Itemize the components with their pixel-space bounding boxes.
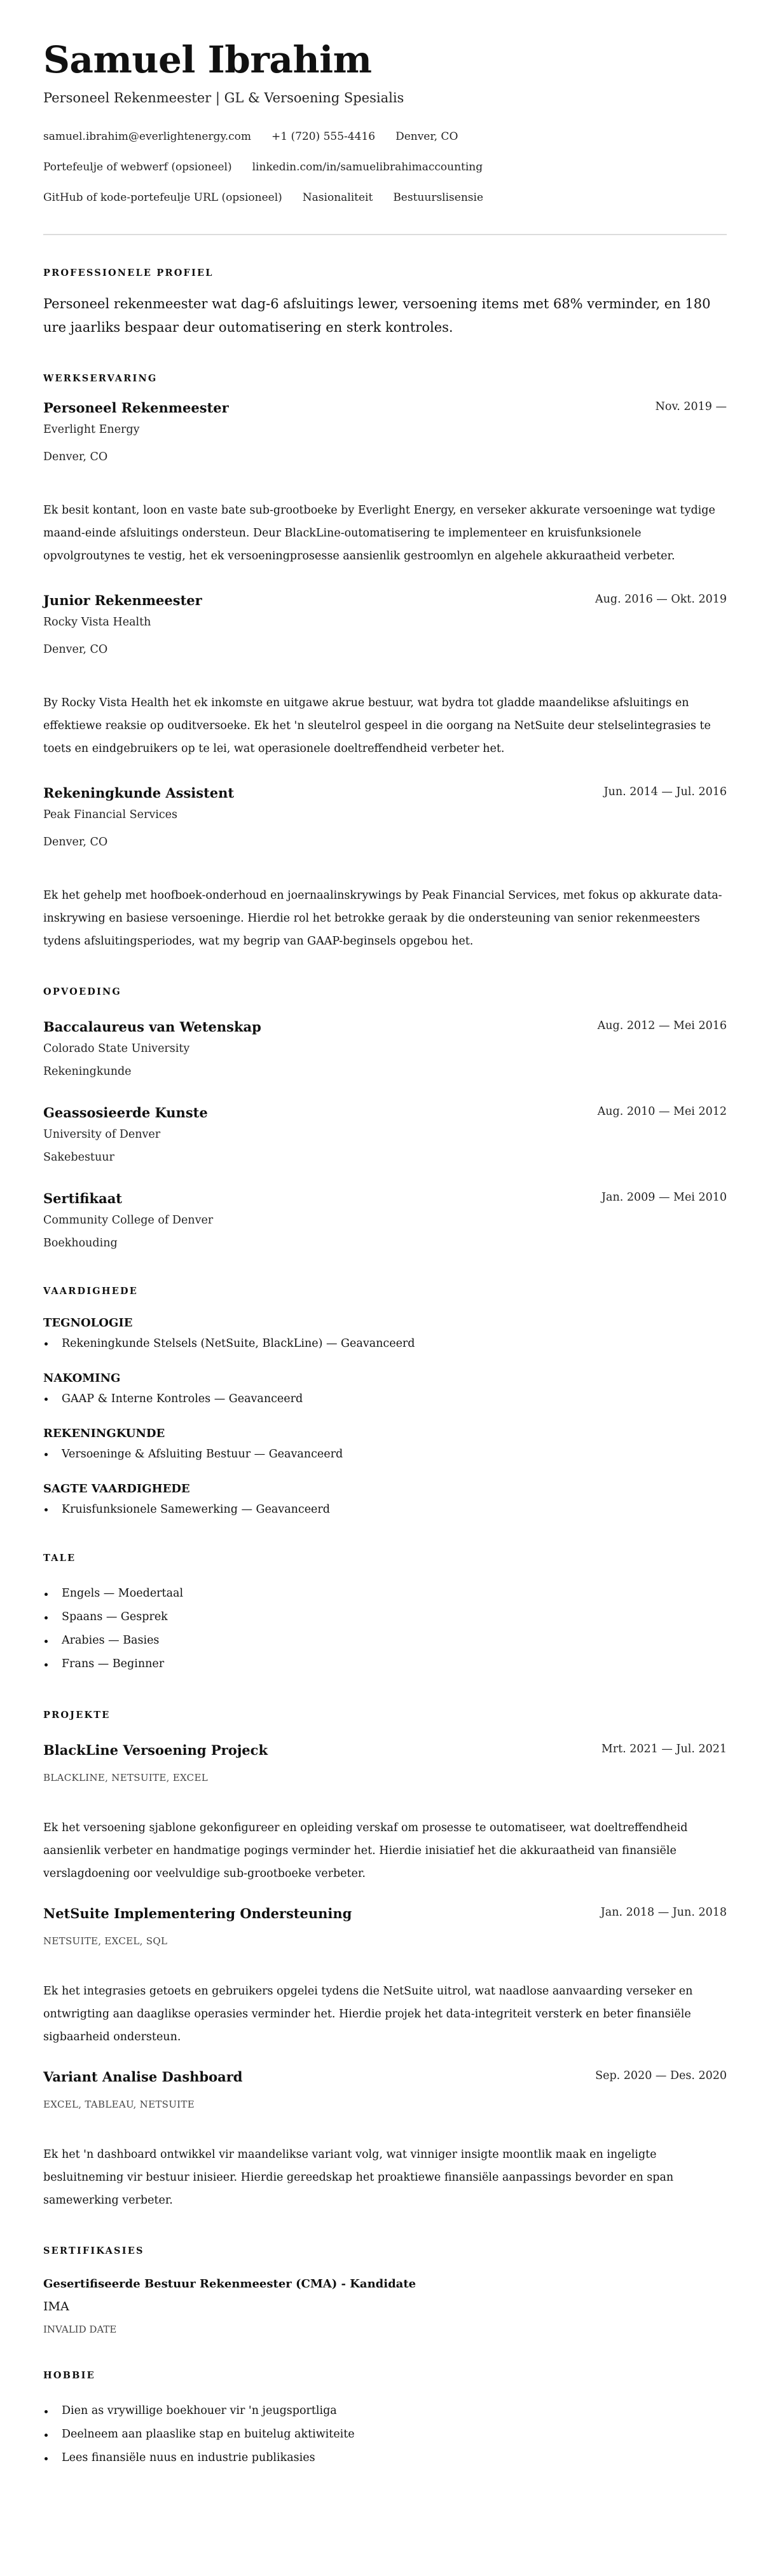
- contact-github[interactable]: GitHub of kode-portefeulje URL (opsioneel): [43, 191, 282, 204]
- contact-nationality: Nasionaliteit: [302, 191, 373, 204]
- languages-section: [43, 1552, 727, 1676]
- resume-header: [43, 37, 727, 213]
- education-section: [43, 986, 727, 1252]
- education-item: [43, 1189, 727, 1252]
- job-location: Denver, CO: [43, 643, 108, 656]
- field-of-study: Sakebestuur: [43, 1151, 114, 1164]
- contact-phone[interactable]: +1 (720) 555-4416: [272, 130, 376, 143]
- contact-row: [43, 121, 727, 152]
- section-title: PROFESSIONELE PROFIEL: [43, 268, 214, 278]
- institution: University of Denver: [43, 1128, 161, 1141]
- skill-category: REKENINGKUNDE: [43, 1427, 165, 1440]
- project-description: Ek het 'n dashboard ontwikkel vir maandelikse variant volg, wat vinniger insigte moontlik maak en ingeligte besluitneming vir bestuur inisieer. Hierdie gereedskap het proaktiewe finansiële aanpassings bevorder en span samewerking verbeter.: [43, 2148, 674, 2207]
- project-name: Variant Analise Dashboard: [43, 2069, 243, 2085]
- experience-item: [43, 591, 727, 760]
- job-company: Peak Financial Services: [43, 808, 177, 821]
- job-description: By Rocky Vista Health het ek inkomste en uitgawe akrue bestuur, wat bydra tot gladde maandelikse afsluitings en effektiewe reaksie op ouditversoeke. Ek het 'n sleutelrol gespeel in die oorgang na NetSuite deur stelselintegrasies te toets en eindgebruikers op te lei, wat operasionele doeltreffendheid verbeter het.: [43, 697, 711, 755]
- education-item: [43, 1018, 727, 1080]
- skill-item: Kruisfunksionele Samewerking — Geavanceerd: [43, 1500, 727, 1519]
- profile-section: [43, 267, 727, 339]
- institution: Colorado State University: [43, 1042, 190, 1055]
- education-dates: Aug. 2010 — Mei 2012: [597, 1105, 727, 1118]
- skill-list: [43, 1445, 727, 1464]
- job-title: Rekeningkunde Assistent: [43, 785, 235, 801]
- project-item: [43, 2068, 727, 2212]
- project-item: [43, 1904, 727, 2048]
- certification-date: INVALID DATE: [43, 2324, 117, 2335]
- degree: Baccalaureus van Wetenskap: [43, 1019, 261, 1035]
- skill-item: GAAP & Interne Kontroles — Geavanceerd: [43, 1389, 727, 1408]
- job-title: Junior Rekenmeester: [43, 592, 202, 608]
- certification-name: Gesertifiseerde Bestuur Rekenmeester (CMA) - Kandidate: [43, 2277, 416, 2291]
- language-item: Frans — Beginner: [43, 1653, 727, 1676]
- job-description: Ek het gehelp met hoofboek-onderhoud en joernaalinskrywings by Peak Financial Services, met fokus op akkurate data-inskrywing en basiese versoeninge. Hierdie rol het betrokke geraak by die ondersteuning van senior rekenmeesters tydens afsluitingsperiodes, wat my begrip van GAAP-beginsels opgebou het.: [43, 889, 722, 948]
- project-name: BlackLine Versoening Projeck: [43, 1742, 268, 1758]
- hobbies-section: [43, 2369, 727, 2470]
- hobby-item: Deelneem aan plaaslike stap en buitelug aktiwiteite: [43, 2423, 727, 2446]
- hobby-list: [43, 2399, 727, 2470]
- contact-row: [43, 182, 727, 213]
- section-title: WERKSERVARING: [43, 373, 158, 384]
- project-dates: Sep. 2020 — Des. 2020: [595, 2069, 727, 2082]
- section-title: OPVOEDING: [43, 986, 122, 997]
- skill-category: TEGNOLOGIE: [43, 1316, 133, 1330]
- contact-email[interactable]: samuel.ibrahim@everlightenergy.com: [43, 130, 252, 143]
- section-title: SERTIFIKASIES: [43, 2245, 144, 2256]
- job-location: Denver, CO: [43, 451, 108, 463]
- skill-category: SAGTE VAARDIGHEDE: [43, 1482, 190, 1496]
- education-dates: Aug. 2012 — Mei 2016: [597, 1019, 727, 1032]
- field-of-study: Boekhouding: [43, 1237, 118, 1250]
- section-title: VAARDIGHEDE: [43, 1286, 138, 1297]
- section-title: TALE: [43, 1553, 76, 1564]
- job-dates: Aug. 2016 — Okt. 2019: [595, 593, 727, 606]
- job-dates: Jun. 2014 — Jul. 2016: [603, 786, 727, 798]
- candidate-headline: Personeel Rekenmeester | GL & Versoening Spesialis: [43, 90, 404, 106]
- skill-item: Rekeningkunde Stelsels (NetSuite, BlackLine) — Geavanceerd: [43, 1334, 727, 1353]
- projects-section: [43, 1709, 727, 2212]
- project-tags: NETSUITE, EXCEL, SQL: [43, 1935, 168, 1947]
- hobby-item: Lees finansiële nuus en industrie publikasies: [43, 2446, 727, 2470]
- project-dates: Jan. 2018 — Jun. 2018: [600, 1906, 727, 1919]
- degree: Sertifikaat: [43, 1190, 123, 1206]
- project-item: [43, 1741, 727, 1885]
- project-description: Ek het versoening sjablone gekonfigureer en opleiding verskaf om prosesse te outomatiseer, wat doeltreffendheid aansienlik verbeter en handmatige pogings verminder het. Hierdie inisiatief het die akkuraatheid van finansiële verslagdoening oor veelvuldige sub-grootboeke verbeter.: [43, 1822, 688, 1880]
- skill-list: [43, 1389, 727, 1408]
- candidate-name: Samuel Ibrahim: [43, 38, 372, 81]
- hobby-item: Dien as vrywillige boekhouer vir 'n jeugsportliga: [43, 2399, 727, 2423]
- skill-category: NAKOMING: [43, 1372, 121, 1385]
- certifications-section: [43, 2245, 727, 2336]
- language-list: [43, 1582, 727, 1676]
- job-company: Everlight Energy: [43, 423, 140, 436]
- skill-item: Versoeninge & Afsluiting Bestuur — Geavanceerd: [43, 1445, 727, 1464]
- job-company: Rocky Vista Health: [43, 616, 151, 629]
- contact-portfolio[interactable]: Portefeulje of webwerf (opsioneel): [43, 161, 232, 174]
- header-divider: [43, 234, 727, 235]
- job-description: Ek besit kontant, loon en vaste bate sub-grootboeke by Everlight Energy, en verseker akkurate versoeninge wat tydige maand-einde afsluitings ondersteun. Deur BlackLine-outomatisering te implementeer en kruisfunksionele opvolgroutynes te vestig, het ek versoeningprosesse aansienlik gestroomlyn en algehele akkuraatheid verbeter.: [43, 504, 715, 562]
- skill-list: [43, 1334, 727, 1353]
- field-of-study: Rekeningkunde: [43, 1065, 132, 1078]
- contact-info: [43, 121, 727, 213]
- education-item: [43, 1103, 727, 1166]
- project-description: Ek het integrasies getoets en gebruikers opgelei tydens die NetSuite uitrol, wat naadlose aanvaarding verseker en ontwrigting aan daaglikse operasies verminder het. Hierdie projek het data-integriteit versterk en beter finansiële sigbaarheid ondersteun.: [43, 1985, 693, 2043]
- job-title: Personeel Rekenmeester: [43, 400, 229, 416]
- experience-item: [43, 784, 727, 953]
- project-dates: Mrt. 2021 — Jul. 2021: [601, 1743, 727, 1755]
- project-tags: BLACKLINE, NETSUITE, EXCEL: [43, 1772, 208, 1783]
- job-location: Denver, CO: [43, 836, 108, 848]
- contact-linkedin[interactable]: linkedin.com/in/samuelibrahimaccounting: [252, 161, 483, 174]
- skill-list: [43, 1500, 727, 1519]
- job-dates: Nov. 2019 —: [655, 400, 727, 413]
- experience-section: [43, 372, 727, 953]
- section-title: PROJEKTE: [43, 1710, 111, 1721]
- language-item: Engels — Moedertaal: [43, 1582, 727, 1605]
- project-name: NetSuite Implementering Ondersteuning: [43, 1905, 352, 1921]
- institution: Community College of Denver: [43, 1214, 214, 1227]
- contact-drivers-license: Bestuurslisensie: [393, 191, 483, 204]
- contact-location: Denver, CO: [395, 130, 458, 143]
- degree: Geassosieerde Kunste: [43, 1105, 208, 1121]
- profile-summary: Personeel rekenmeester wat dag-6 afsluitings lewer, versoening items met 68% verminder, en 180 ure jaarliks bespaar deur outomatisering en sterk kontroles.: [43, 296, 711, 335]
- experience-item: [43, 399, 727, 568]
- certification-issuer: IMA: [43, 2300, 69, 2314]
- project-tags: EXCEL, TABLEAU, NETSUITE: [43, 2099, 195, 2110]
- contact-row: [43, 152, 727, 182]
- language-item: Arabies — Basies: [43, 1629, 727, 1653]
- skills-section: [43, 1285, 727, 1519]
- education-dates: Jan. 2009 — Mei 2010: [601, 1191, 727, 1204]
- section-title: HOBBIE: [43, 2370, 95, 2381]
- language-item: Spaans — Gesprek: [43, 1605, 727, 1629]
